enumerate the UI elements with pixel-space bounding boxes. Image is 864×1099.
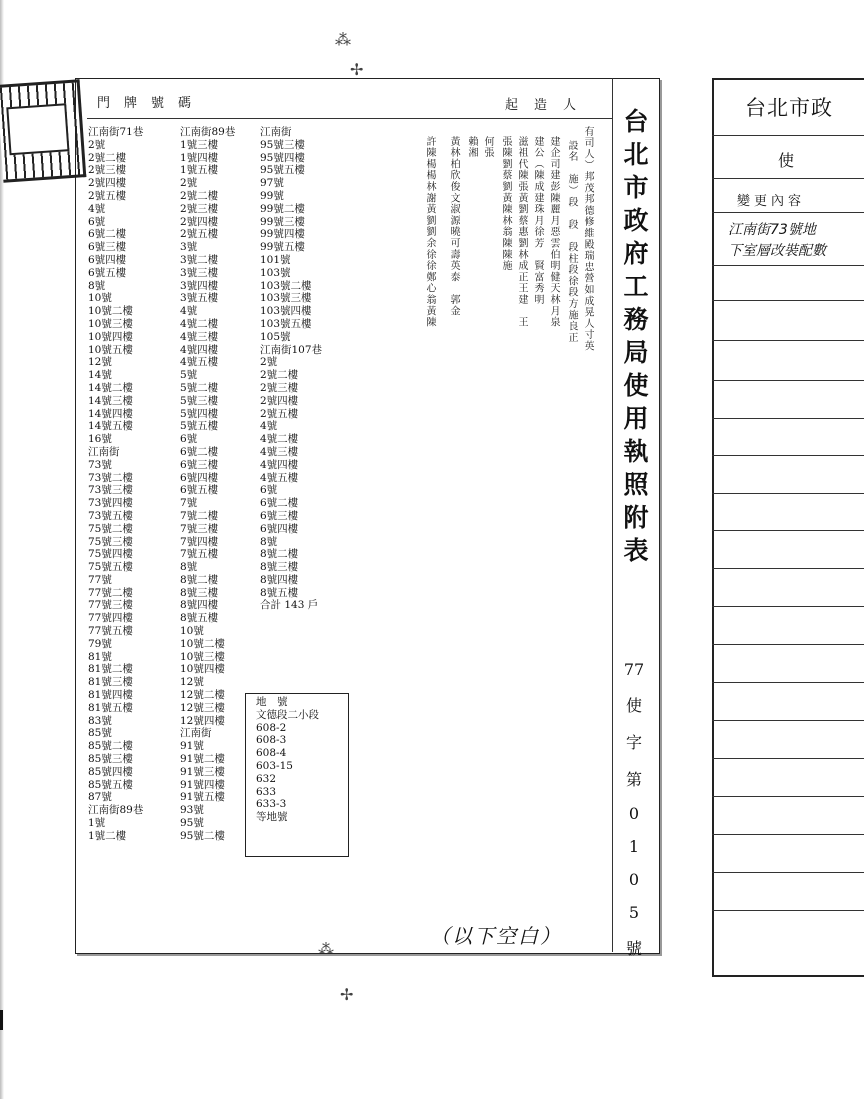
address-entry: 81號五樓 <box>88 701 133 714</box>
address-entry: 87號 <box>88 791 112 804</box>
address-entry: 江南街107巷 <box>260 343 323 356</box>
address-entry: 10號四樓 <box>88 330 133 343</box>
address-entry: 95號三樓 <box>260 138 305 151</box>
address-entry: 14號三樓 <box>88 394 133 407</box>
address-entry: 江南街89巷 <box>180 126 236 138</box>
address-entry: 1號 <box>88 817 106 830</box>
address-entry: 7號五樓 <box>180 548 219 561</box>
address-entry: 97號 <box>260 177 284 190</box>
adjacent-form-line <box>712 300 864 301</box>
address-entry: 4號四樓 <box>260 458 299 471</box>
form-title: 台北市政府工務局使用執照附表 <box>620 108 649 570</box>
address-entry: 10號 <box>88 292 112 305</box>
address-entry: 2號三樓 <box>260 381 299 394</box>
address-entry: 81號四樓 <box>88 689 133 702</box>
adjacent-form-line <box>712 720 864 721</box>
address-entry: 1號三樓 <box>180 138 219 151</box>
seal-mark-top: ⁂ <box>335 30 351 49</box>
address-column-3 <box>260 126 322 612</box>
address-entry: 3號五樓 <box>180 292 219 305</box>
address-entry: 8號 <box>88 279 106 292</box>
address-entry: 2號四樓 <box>260 394 299 407</box>
address-entry: 5號三樓 <box>180 394 219 407</box>
address-entry: 85號三樓 <box>88 753 133 766</box>
address-entry: 2號五樓 <box>88 189 127 202</box>
address-entry: 14號四樓 <box>88 407 133 420</box>
address-entry: 81號 <box>88 650 112 663</box>
address-entry: 75號二樓 <box>88 522 133 535</box>
adjacent-form-title: 台北市政 <box>745 96 833 120</box>
address-entry: 8號二樓 <box>260 548 299 561</box>
address-entry: 10號二樓 <box>88 305 133 318</box>
address-entry: 8號二樓 <box>180 573 219 586</box>
adjacent-form-line <box>712 418 864 419</box>
address-entry: 95號二樓 <box>180 829 225 842</box>
adjacent-form-handwritten-1: 江南街73號地 <box>728 222 816 238</box>
address-entry: 99號四樓 <box>260 228 305 241</box>
stamp-box <box>6 103 69 155</box>
address-entry: 8號五樓 <box>180 612 219 625</box>
owner-header: 起造人 <box>505 98 593 113</box>
owner-column-9: 黃林柏欣俊文淑源曉可壽英泰 郭金 <box>448 136 459 317</box>
address-column-1 <box>88 126 143 843</box>
adjacent-form-line <box>712 493 864 494</box>
address-entry: 75號五樓 <box>88 561 133 574</box>
address-entry: 4號 <box>88 202 106 215</box>
address-entry: 91號三樓 <box>180 765 225 778</box>
address-entry: 14號 <box>88 369 112 382</box>
land-number-entry: 603-15 <box>256 759 293 772</box>
adjacent-form-line <box>712 212 864 213</box>
land-number-entry: 633 <box>256 785 277 798</box>
address-entry: 8號四樓 <box>180 599 219 612</box>
address-entry: 10號 <box>180 625 204 638</box>
adjacent-form-use-label: 使 <box>778 151 795 170</box>
address-entry: 4號四樓 <box>180 343 219 356</box>
address-entry: 93號 <box>180 804 204 817</box>
address-entry: 75號四樓 <box>88 548 133 561</box>
land-number-entry: 633-3 <box>256 798 287 811</box>
address-entry: 6號四樓 <box>88 253 127 266</box>
address-entry: 3號 <box>180 241 198 254</box>
owner-column-3: 建企司建彭陳麗月惡雲伯明健天林月泉 <box>548 136 559 329</box>
document-number-char: 0 <box>628 870 640 889</box>
address-entry: 8號三樓 <box>260 561 299 574</box>
left-margin-mark <box>0 1010 3 1030</box>
address-entry: 77號 <box>88 573 112 586</box>
owner-column-6: 張陳劉蔡劉黃陳林翁陳陳施 <box>500 136 511 272</box>
address-entry: 81號二樓 <box>88 663 133 676</box>
address-entry: 99號五樓 <box>260 241 305 254</box>
handwritten-blank-note: （以下空白） <box>430 924 562 948</box>
owner-column-8: 賴湘 <box>466 136 477 159</box>
document-number-char: 號 <box>625 939 642 958</box>
address-entry: 江南街71巷 <box>88 126 144 138</box>
address-entry: 2號二樓 <box>260 369 299 382</box>
owner-column-1: 有司人）邦茂邦德修維殿瑞忠營如成晃人寸英 <box>582 126 593 352</box>
document-number-char: 第 <box>625 770 642 789</box>
address-entry: 5號五樓 <box>180 420 219 433</box>
address-entry: 1號四樓 <box>180 151 219 164</box>
address-entry: 江南街89巷 <box>88 804 144 817</box>
document-number-char: 5 <box>628 903 640 922</box>
address-entry: 10號五樓 <box>88 343 133 356</box>
address-entry: 8號四樓 <box>260 573 299 586</box>
land-number-list <box>256 696 319 824</box>
owner-column-5: 滋祖代陳張黃劉蔡惠劉林成正王建 王 <box>516 136 527 329</box>
address-entry: 103號三樓 <box>260 292 312 305</box>
address-entry: 99號 <box>260 189 284 202</box>
address-entry: 103號五樓 <box>260 317 312 330</box>
address-entry: 江南街 <box>260 126 292 138</box>
address-entry: 91號二樓 <box>180 753 225 766</box>
address-entry: 10號二樓 <box>180 637 225 650</box>
document-number <box>620 660 648 973</box>
address-entry: 99號二樓 <box>260 202 305 215</box>
address-entry: 6號二樓 <box>88 228 127 241</box>
land-number-entry: 608-3 <box>256 734 287 747</box>
address-entry: 4號三樓 <box>260 445 299 458</box>
owner-column-4: 建公（陳成建珠月徐芳 賢富秀明 <box>532 136 543 306</box>
address-entry: 6號五樓 <box>180 484 219 497</box>
seal-mark-bottom-2: ✢ <box>340 985 354 1004</box>
adjacent-form-line <box>712 340 864 341</box>
document-number-char: 使 <box>625 696 642 715</box>
address-entry: 3號三樓 <box>180 266 219 279</box>
land-number-entry: 文德段二小段 <box>256 708 319 721</box>
address-entry: 12號 <box>180 676 204 689</box>
address-entry: 103號四樓 <box>260 305 312 318</box>
address-entry: 6號三樓 <box>260 509 299 522</box>
address-entry: 91號五樓 <box>180 791 225 804</box>
address-entry: 2號二樓 <box>180 189 219 202</box>
adjacent-form-change-label: 變更內容 <box>737 194 806 209</box>
address-entry: 2號四樓 <box>180 215 219 228</box>
adjacent-form-line <box>712 758 864 759</box>
address-entry: 2號二樓 <box>88 151 127 164</box>
document-number-char: 77 <box>623 660 645 679</box>
adjacent-form-line <box>712 796 864 797</box>
land-number-entry: 等地號 <box>256 811 288 824</box>
land-number-entry: 608-4 <box>256 747 287 760</box>
address-entry: 1號五樓 <box>180 164 219 177</box>
adjacent-form-line <box>712 178 864 179</box>
address-entry: 14號二樓 <box>88 381 133 394</box>
address-entry: 77號三樓 <box>88 599 133 612</box>
address-entry: 3號四樓 <box>180 279 219 292</box>
address-entry: 6號二樓 <box>180 445 219 458</box>
address-entry: 95號 <box>180 817 204 830</box>
address-entry: 73號二樓 <box>88 471 133 484</box>
document-number-char: 0 <box>628 804 640 823</box>
address-entry: 73號五樓 <box>88 509 133 522</box>
adjacent-form-line <box>712 380 864 381</box>
address-entry: 2號五樓 <box>260 407 299 420</box>
stamp-image <box>0 79 86 183</box>
address-entry: 江南街 <box>88 445 120 458</box>
address-entry: 73號四樓 <box>88 497 133 510</box>
address-entry: 7號 <box>180 497 198 510</box>
adjacent-form-line <box>712 135 864 136</box>
address-entry: 合計 143 戶 <box>260 599 319 612</box>
adjacent-form-line <box>712 682 864 683</box>
address-entry: 4號五樓 <box>260 471 299 484</box>
address-entry: 8號三樓 <box>180 586 219 599</box>
address-entry: 12號 <box>88 356 112 369</box>
header-divider <box>87 118 612 119</box>
address-entry: 6號三樓 <box>88 241 127 254</box>
land-number-entry: 地 號 <box>256 696 288 708</box>
address-entry: 73號三樓 <box>88 484 133 497</box>
address-entry: 14號五樓 <box>88 420 133 433</box>
address-entry: 6號 <box>88 215 106 228</box>
address-entry: 85號四樓 <box>88 765 133 778</box>
address-entry: 73號 <box>88 458 112 471</box>
address-entry: 6號五樓 <box>88 266 127 279</box>
address-entry: 8號 <box>260 535 278 548</box>
address-entry: 6號三樓 <box>180 458 219 471</box>
adjacent-form-line <box>712 606 864 607</box>
document-number-char: 1 <box>628 837 640 856</box>
title-column-divider <box>612 78 613 952</box>
address-entry: 1號二樓 <box>88 829 127 842</box>
address-entry: 83號 <box>88 714 112 727</box>
address-entry: 4號 <box>180 305 198 318</box>
address-entry: 5號四樓 <box>180 407 219 420</box>
address-entry: 8號五樓 <box>260 586 299 599</box>
address-entry: 12號四樓 <box>180 714 225 727</box>
address-entry: 江南街 <box>180 727 212 740</box>
address-entry: 7號二樓 <box>180 509 219 522</box>
address-entry: 2號五樓 <box>180 228 219 241</box>
address-entry: 103號 <box>260 266 291 279</box>
address-entry: 10號三樓 <box>180 650 225 663</box>
address-entry: 85號五樓 <box>88 778 133 791</box>
address-entry: 6號 <box>260 484 278 497</box>
address-entry: 6號 <box>180 433 198 446</box>
address-entry: 7號三樓 <box>180 522 219 535</box>
address-entry: 77號二樓 <box>88 586 133 599</box>
address-entry: 2號三樓 <box>180 202 219 215</box>
land-number-box <box>245 693 349 857</box>
address-entry: 10號三樓 <box>88 317 133 330</box>
document-number-char: 字 <box>625 733 642 752</box>
address-entry: 8號 <box>180 561 198 574</box>
adjacent-form-handwritten-2: 下室層改裝配數 <box>728 243 826 259</box>
address-entry: 5號 <box>180 369 198 382</box>
owner-column-10: 許陳楊楊林謝黃劉劉余徐徐鄭心翁黃陳 <box>424 136 435 329</box>
address-column-2 <box>180 126 235 843</box>
address-entry: 95號五樓 <box>260 164 305 177</box>
address-entry: 99號三樓 <box>260 215 305 228</box>
adjacent-form-line <box>712 872 864 873</box>
adjacent-form-line <box>712 530 864 531</box>
address-entry: 77號四樓 <box>88 612 133 625</box>
adjacent-form-line <box>712 455 864 456</box>
address-entry: 4號二樓 <box>180 317 219 330</box>
address-entry: 85號二樓 <box>88 740 133 753</box>
address-entry: 105號 <box>260 330 291 343</box>
land-number-entry: 632 <box>256 772 277 785</box>
address-entry: 91號四樓 <box>180 778 225 791</box>
owner-column-2: 設名 施）段 段 段柱段徐段方施良正 <box>566 140 577 344</box>
address-entry: 91號 <box>180 740 204 753</box>
address-entry: 2號三樓 <box>88 164 127 177</box>
adjacent-form-line <box>712 644 864 645</box>
door-number-header: 門牌號碼 <box>97 96 206 111</box>
address-entry: 85號 <box>88 727 112 740</box>
address-entry: 79號 <box>88 637 112 650</box>
seal-mark-top-2: ✢ <box>350 60 364 79</box>
address-entry: 2號 <box>88 138 106 151</box>
address-entry: 6號四樓 <box>180 471 219 484</box>
seal-mark-bottom: ⁂ <box>318 940 334 959</box>
address-entry: 16號 <box>88 433 112 446</box>
address-entry: 7號四樓 <box>180 535 219 548</box>
address-entry: 95號四樓 <box>260 151 305 164</box>
address-entry: 5號二樓 <box>180 381 219 394</box>
address-entry: 77號五樓 <box>88 625 133 638</box>
address-entry: 4號二樓 <box>260 433 299 446</box>
address-entry: 10號四樓 <box>180 663 225 676</box>
address-entry: 75號三樓 <box>88 535 133 548</box>
land-number-entry: 608-2 <box>256 721 287 734</box>
address-entry: 6號二樓 <box>260 497 299 510</box>
address-entry: 12號二樓 <box>180 689 225 702</box>
adjacent-form-line <box>712 910 864 911</box>
adjacent-form-line <box>712 265 864 266</box>
address-entry: 4號三樓 <box>180 330 219 343</box>
address-entry: 2號 <box>180 177 198 190</box>
address-entry: 12號三樓 <box>180 701 225 714</box>
address-entry: 4號 <box>260 420 278 433</box>
adjacent-form-line <box>712 834 864 835</box>
address-entry: 103號二樓 <box>260 279 312 292</box>
address-entry: 101號 <box>260 253 291 266</box>
address-entry: 3號二樓 <box>180 253 219 266</box>
address-entry: 4號五樓 <box>180 356 219 369</box>
owner-column-7: 何張 <box>482 136 493 159</box>
address-entry: 2號 <box>260 356 278 369</box>
address-entry: 6號四樓 <box>260 522 299 535</box>
address-entry: 81號三樓 <box>88 676 133 689</box>
adjacent-form-line <box>712 568 864 569</box>
address-entry: 2號四樓 <box>88 177 127 190</box>
